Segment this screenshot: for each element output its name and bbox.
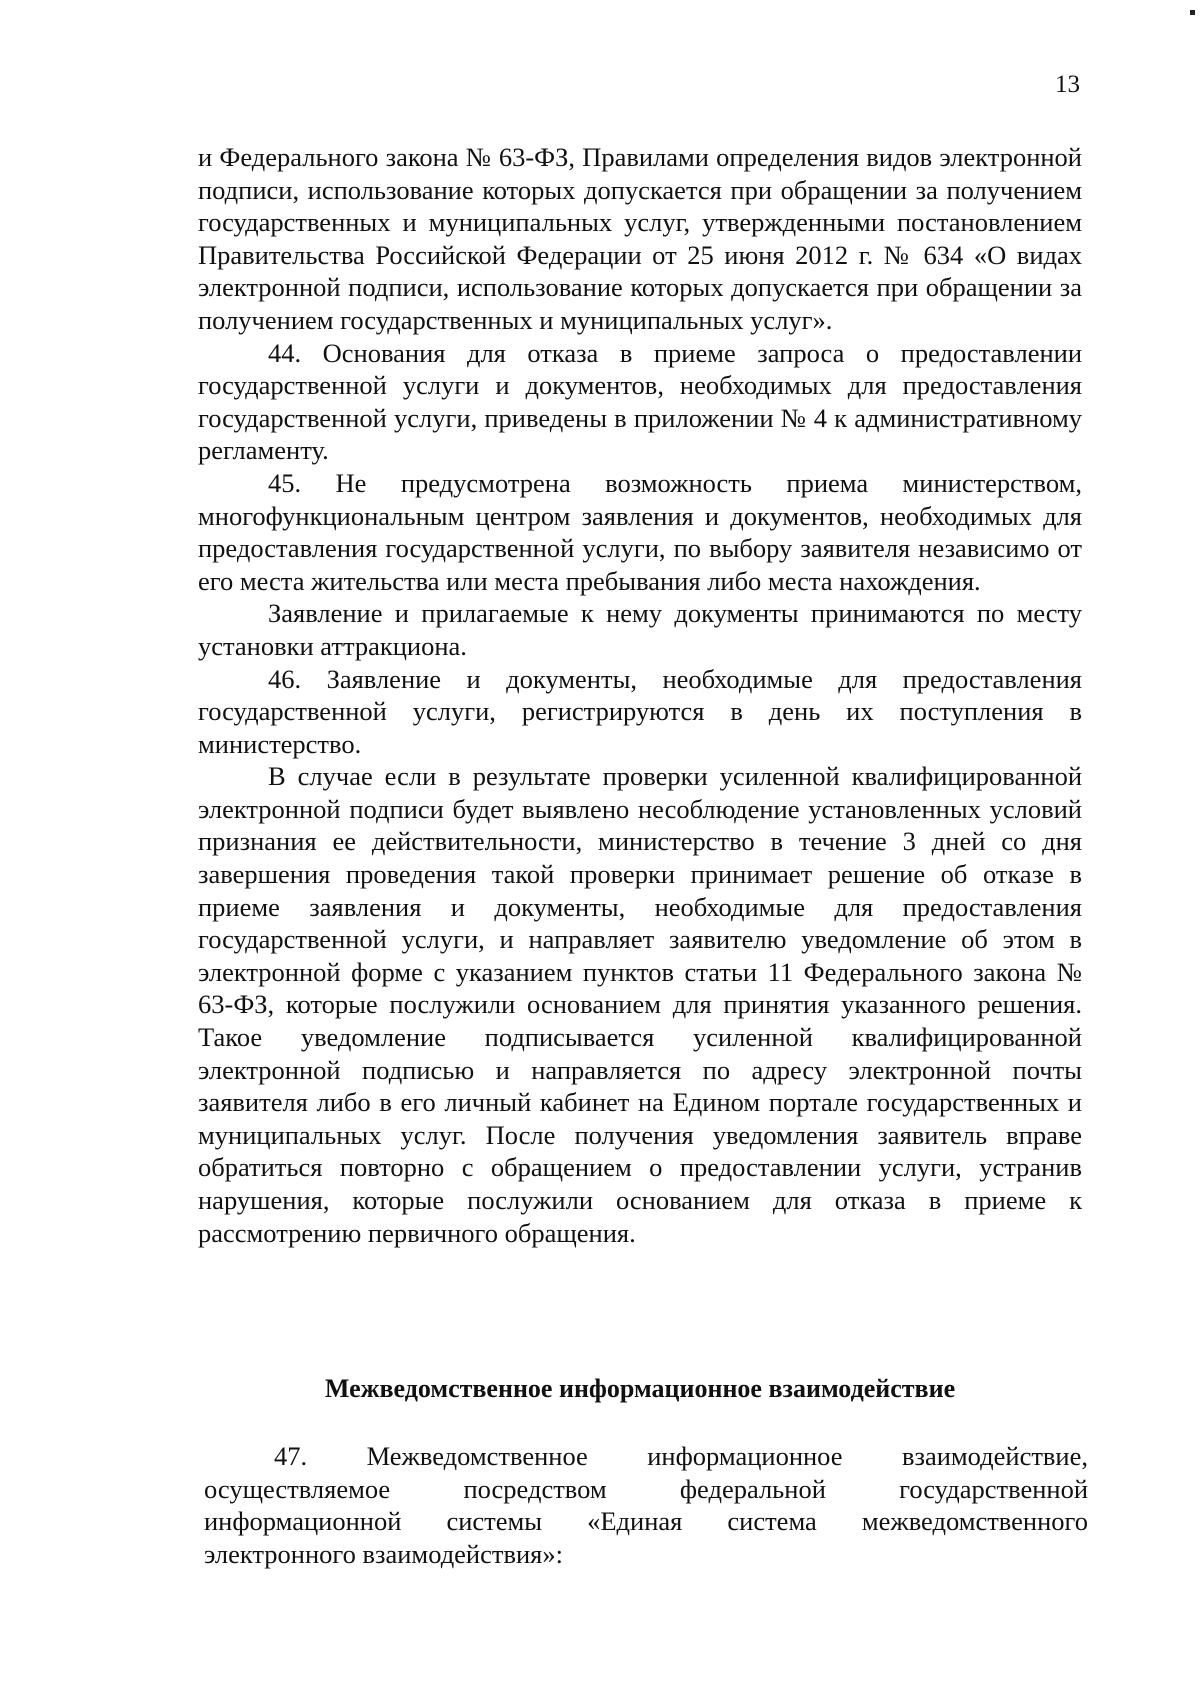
paragraph-46: 46. Заявление и документы, необходимые для предоставления государственной услуги, регистрируются в день их поступления в министерство.: [198, 663, 1082, 759]
paragraph-signature-check: В случае если в результате проверки усиленной квалифицированной электронной подписи будет выявлено несоблюдение установленных условий признания ее действительности, министерство в течение 3 дней со дня завершения проведения такой проверки принимает решение об отказе в приеме заявления и документы, необходимые для предоставления государственной услуги, и направляет заявителю уведомление об этом в электронной форме с указанием пунктов статьи 11 Федерального закона № 63-ФЗ, которые послужили основанием для принятия указанного решения. Такое уведомление подписывается усиленной квалифицированной электронной подписью и направляется по адресу электронной почты заявителя либо в его личный кабинет на Едином портале государственных и муниципальных услуг. После получения уведомления заявитель вправе обратиться повторно с обращением о предоставлении услуги, устранив нарушения, которые послужили основанием для отказа в приеме к рассмотрению первичного обращения.: [198, 761, 1082, 1248]
paragraph-47: 47. Межведомственное информационное взаимодействие, осуществляемое посредством федеральной государственной информационной системы «Единая система межведомственного электронного взаимодействия»:: [204, 1441, 1088, 1569]
section-heading: Межведомственное информационное взаимодействие: [324, 1374, 956, 1403]
paragraph-44: 44. Основания для отказа в приеме запроса о предоставлении государственной услуги и документов, необходимых для предоставления государственной услуги, приведены в приложении № 4 к административному регламенту.: [198, 337, 1082, 466]
paragraph-application-location: Заявление и прилагаемые к нему документы принимаются по месту установки аттракциона.: [198, 598, 1082, 661]
page-number: 13: [1055, 71, 1080, 98]
section-text-block: [204, 1440, 1088, 1570]
main-text-block: [198, 141, 1082, 1249]
paragraph-45: 45. Не предусмотрена возможность приема министерством, многофункциональным центром заявления и документов, необходимых для предоставления государственной услуги, по выбору заявителя независимо от его места жительства или места пребывания либо места нахождения.: [198, 467, 1082, 596]
scan-edge-mark: [1190, 10, 1195, 15]
paragraph-continuation: и Федерального закона № 63-ФЗ, Правилами определения видов электронной подписи, использование которых допускается при обращении за получением государственных и муниципальных услуг, утвержденными постановлением Правительства Российской Федерации от 25 июня 2012 г. № 634 «О видах электронной подписи, использование которых допускается при обращении за получением государственных и муниципальных услуг».: [198, 142, 1082, 335]
